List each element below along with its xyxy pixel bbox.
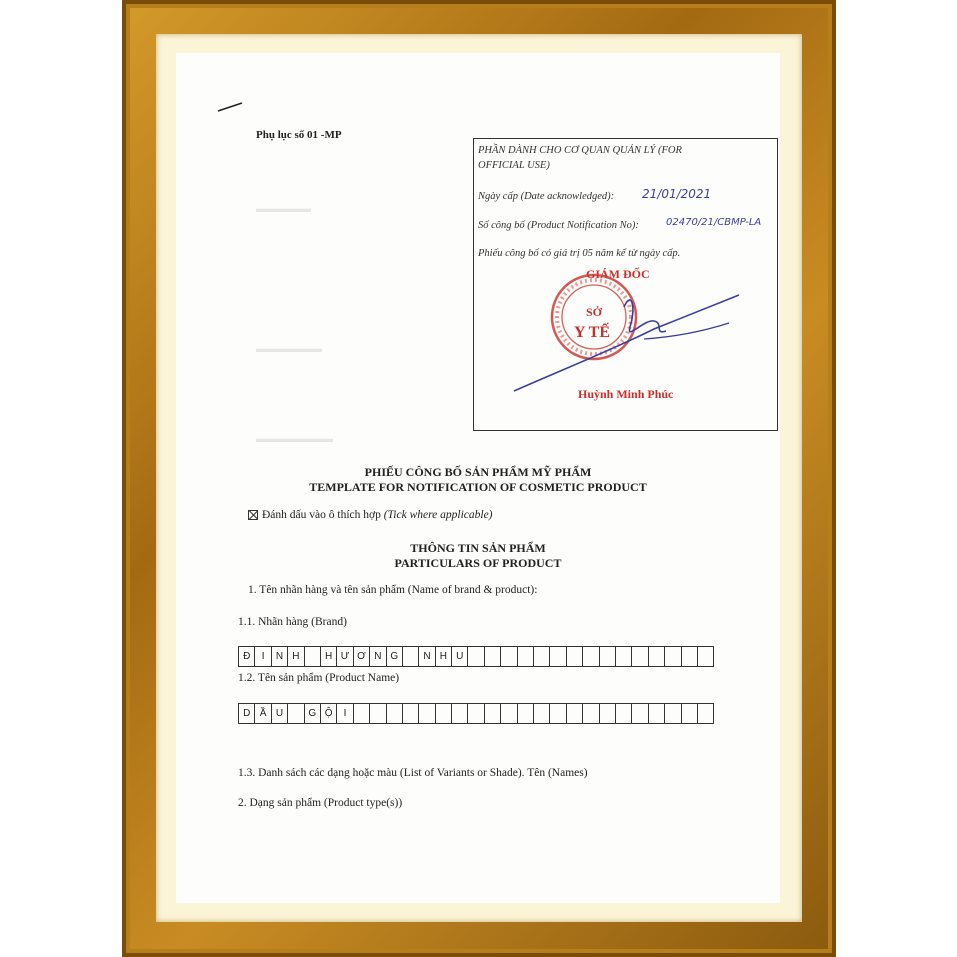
form-title-en: TEMPLATE FOR NOTIFICATION OF COSMETIC PRODUCT: [309, 480, 647, 494]
picture-frame: [122, 0, 836, 957]
character-cell: [402, 703, 419, 724]
bleed-through: ▬▬▬▬▬: [256, 203, 311, 215]
item-brand: 1.1. Nhãn hàng (Brand): [238, 616, 347, 628]
character-cell: [697, 646, 714, 667]
section-title-vi: THÔNG TIN SẢN PHẨM: [410, 541, 546, 555]
character-cell: [402, 646, 419, 667]
character-cell: [599, 703, 616, 724]
official-header-line2: OFFICIAL USE): [478, 160, 550, 171]
character-cell: I: [336, 703, 353, 724]
official-use-box: [473, 138, 778, 431]
character-cell: [435, 703, 452, 724]
character-cell: [517, 646, 534, 667]
character-cell: [517, 703, 534, 724]
character-cell: Ơ: [353, 646, 370, 667]
character-cell: G: [304, 703, 321, 724]
character-cell: H: [320, 646, 337, 667]
pen-mark: [216, 101, 246, 113]
character-cell: N: [369, 646, 386, 667]
notification-label: Số công bố (Product Notification No):: [478, 220, 639, 231]
item-product-type: 2. Dạng sản phẩm (Product type(s)): [238, 797, 403, 809]
character-cell: [648, 646, 665, 667]
character-cell: Ầ: [254, 703, 271, 724]
validity-label: Phiếu công bố có giá trị 05 năm kể từ ngày cấp.: [478, 248, 681, 259]
item-variants: 1.3. Danh sách các dạng hoặc màu (List of Variants or Shade). Tên (Names): [238, 767, 588, 779]
character-cell: [467, 703, 484, 724]
character-cell: [386, 703, 403, 724]
item-brand-product: 1. Tên nhãn hàng và tên sản phẩm (Name of brand & product):: [248, 584, 538, 596]
character-cell: [484, 646, 501, 667]
character-cell: [533, 703, 550, 724]
character-cell: [500, 703, 517, 724]
notification-value: 02470/21/CBMP-LA: [666, 217, 762, 228]
character-cell: Đ: [238, 646, 255, 667]
seal-text-bottom: Y TẾ: [574, 324, 611, 341]
character-cell: [287, 703, 304, 724]
character-cell: Ư: [336, 646, 353, 667]
character-cell: [549, 703, 566, 724]
signer-name: Huỳnh Minh Phúc: [578, 387, 674, 401]
character-cell: [304, 646, 321, 667]
appendix-label: Phụ lục số 01 -MP: [256, 129, 342, 141]
character-cell: [566, 646, 583, 667]
bleed-through: ▬▬▬▬▬▬▬: [256, 433, 333, 445]
character-cell: H: [287, 646, 304, 667]
brand-character-boxes: [238, 646, 713, 667]
section-title-en: PARTICULARS OF PRODUCT: [394, 556, 562, 570]
character-cell: N: [271, 646, 288, 667]
character-cell: [681, 703, 698, 724]
character-cell: [418, 703, 435, 724]
product-character-boxes: [238, 703, 713, 724]
character-cell: I: [254, 646, 271, 667]
tick-instruction: Đánh dấu vào ô thích hợp (Tick where applicable): [248, 509, 493, 521]
form-title-vi: PHIẾU CÔNG BỐ SẢN PHẨM MỸ PHẨM: [364, 465, 592, 479]
character-cell: [549, 646, 566, 667]
character-cell: Ộ: [320, 703, 337, 724]
character-cell: [533, 646, 550, 667]
character-cell: [664, 703, 681, 724]
character-cell: H: [435, 646, 452, 667]
date-label: Ngày cấp (Date acknowledged):: [478, 191, 615, 202]
character-cell: [615, 703, 632, 724]
official-header-line1: PHẦN DÀNH CHO CƠ QUAN QUẢN LÝ (FOR: [478, 145, 682, 156]
checked-box-icon: [248, 510, 258, 520]
character-cell: [451, 703, 468, 724]
character-cell: [484, 703, 501, 724]
character-cell: [353, 703, 370, 724]
character-cell: U: [271, 703, 288, 724]
character-cell: [369, 703, 386, 724]
character-cell: D: [238, 703, 255, 724]
character-cell: N: [418, 646, 435, 667]
character-cell: [500, 646, 517, 667]
signature-icon: [504, 279, 744, 399]
character-cell: [566, 703, 583, 724]
director-title: GIÁM ĐỐC: [586, 267, 650, 281]
document-page: [176, 53, 780, 903]
character-cell: [615, 646, 632, 667]
character-cell: [582, 646, 599, 667]
character-cell: U: [451, 646, 468, 667]
bleed-through: ▬▬▬▬▬▬: [256, 343, 322, 355]
character-cell: [631, 646, 648, 667]
character-cell: [467, 646, 484, 667]
character-cell: [697, 703, 714, 724]
date-value: 21/01/2021: [642, 187, 712, 201]
seal-text-top: SỞ: [586, 305, 603, 319]
character-cell: [681, 646, 698, 667]
character-cell: [664, 646, 681, 667]
frame-mat: [156, 34, 802, 922]
character-cell: [599, 646, 616, 667]
character-cell: [648, 703, 665, 724]
character-cell: G: [386, 646, 403, 667]
item-product-name: 1.2. Tên sản phẩm (Product Name): [238, 672, 400, 684]
character-cell: [631, 703, 648, 724]
character-cell: [582, 703, 599, 724]
